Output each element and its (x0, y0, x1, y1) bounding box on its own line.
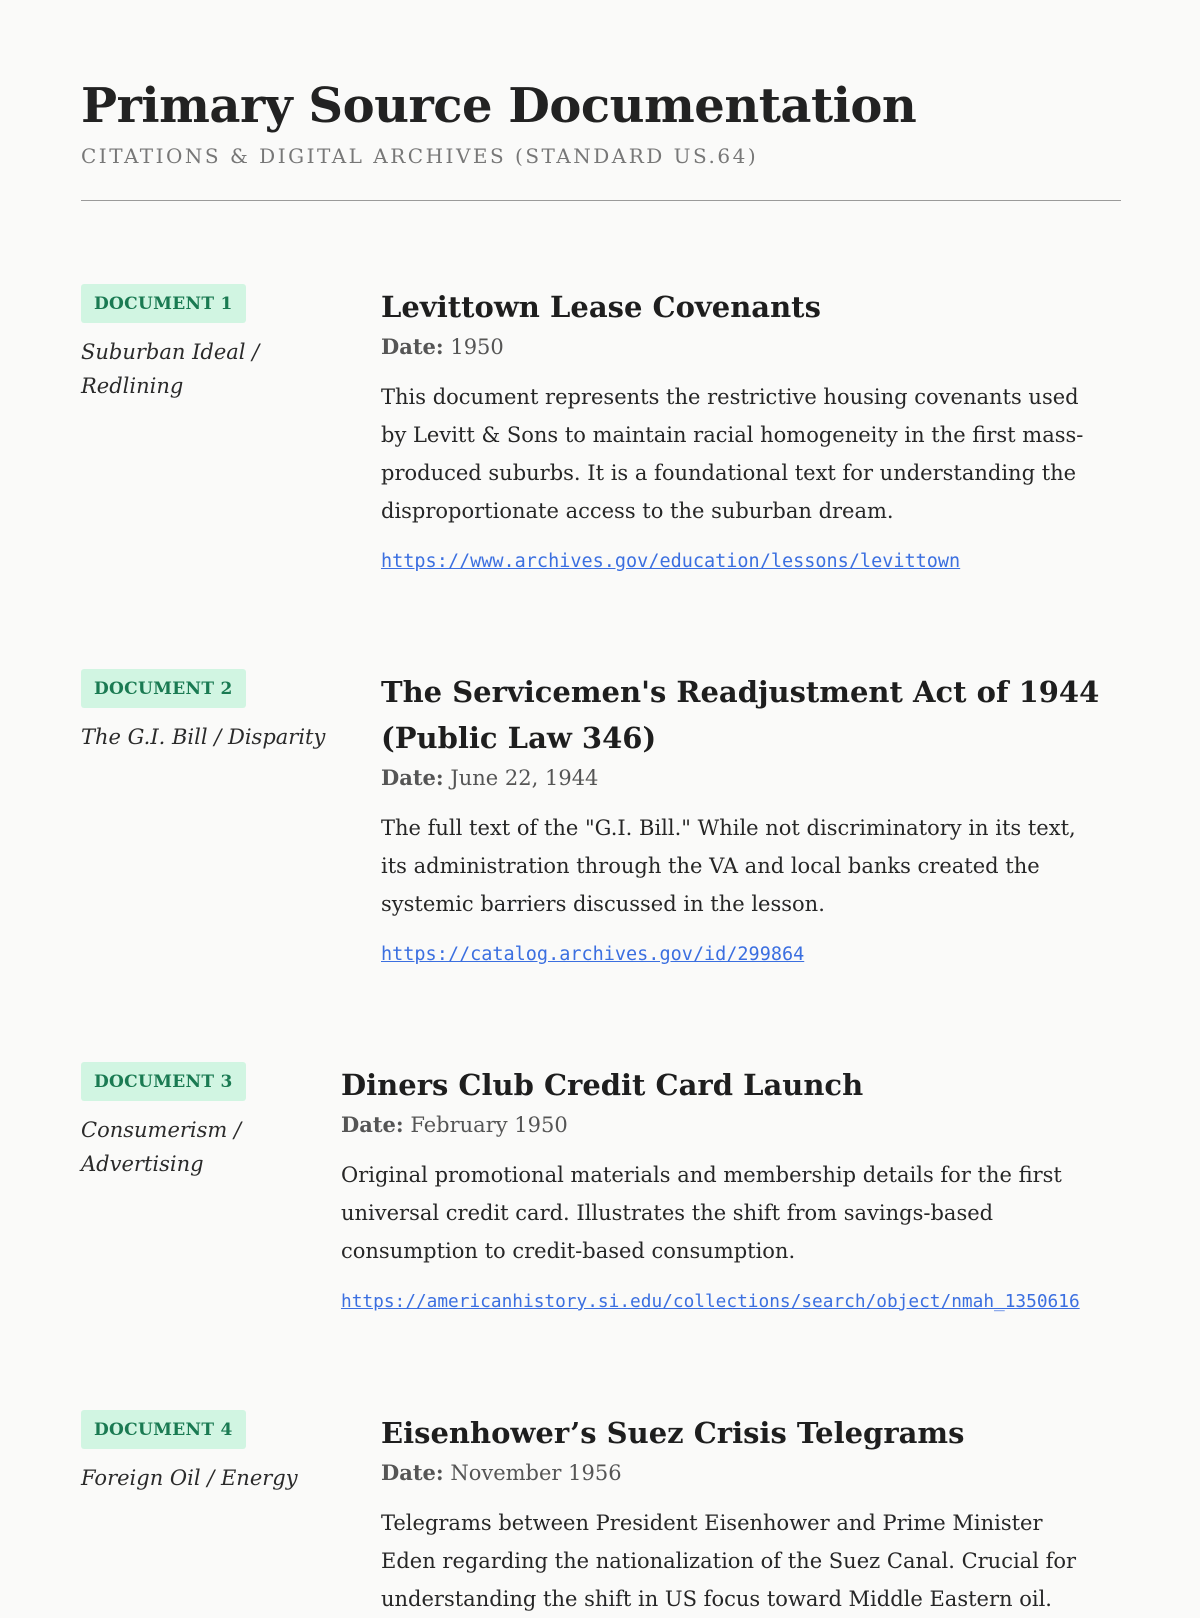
document-label-column (81, 1062, 331, 1181)
document-badge: DOCUMENT 3 (81, 1062, 246, 1101)
document-label-column (81, 669, 331, 754)
document-body (341, 1062, 1111, 1316)
document-badge: DOCUMENT 1 (81, 284, 246, 323)
header-divider (81, 200, 1121, 201)
page-title: Primary Source Documentation (81, 78, 917, 134)
document-description: Original promotional materials and membership details for the first universal credit card. Illustrates the shift from savings-based consumption to credit-based consumption. (341, 1163, 1062, 1263)
document-badge: DOCUMENT 4 (81, 1410, 246, 1449)
document-description: Telegrams between President Eisenhower and Prime Minister Eden regarding the nationalization of the Suez Canal. Crucial for understanding the shift in US focus toward Middle Eastern oil. (381, 1511, 1077, 1611)
document-title: Levittown Lease Covenants (381, 290, 821, 324)
document-badge: DOCUMENT 2 (81, 669, 246, 708)
document-link[interactable]: https://americanhistory.si.edu/collections/search/object/nmah_1350616 (341, 1291, 1080, 1312)
page-subtitle: CITATIONS & DIGITAL ARCHIVES (STANDARD US.64) (81, 144, 759, 168)
date-label: Date: (381, 765, 444, 790)
date-value: February 1950 (410, 1113, 568, 1137)
date-label: Date: (381, 1460, 444, 1485)
document-link[interactable]: https://catalog.archives.gov/id/299864 (381, 944, 805, 965)
document-label-column (81, 1410, 331, 1495)
document-body (381, 669, 1101, 969)
document-title: Diners Club Credit Card Launch (341, 1068, 864, 1102)
document-title: Eisenhower’s Suez Crisis Telegrams (381, 1416, 965, 1450)
document-category: Consumerism / Advertising (81, 1118, 242, 1177)
document-description: The full text of the "G.I. Bill." While not discriminatory in its text, its administration through the VA and local banks created the systemic barriers discussed in the lesson. (381, 816, 1076, 916)
document-date (381, 332, 1101, 362)
document-date (381, 1458, 1101, 1488)
document-body (381, 284, 1101, 576)
document-description: This document represents the restrictive housing covenants used by Levitt & Sons to maintain racial homogeneity in the first mass-produced suburbs. It is a foundational text for understanding the disproportionate access to the suburban dream. (381, 385, 1084, 523)
document-date (341, 1110, 1111, 1140)
date-value: June 22, 1944 (450, 766, 599, 790)
date-value: 1950 (450, 335, 504, 359)
document-body (381, 1410, 1101, 1618)
document-category: Suburban Ideal / Redlining (81, 340, 260, 399)
date-label: Date: (341, 1112, 404, 1137)
date-value: November 1956 (450, 1461, 622, 1485)
date-label: Date: (381, 334, 444, 359)
document-title: The Servicemen's Readjustment Act of 1944 (Public Law 346) (381, 675, 1100, 755)
document-link[interactable]: https://www.archives.gov/education/lessons/levittown (381, 551, 961, 572)
document-date (381, 763, 1101, 793)
document-category: Foreign Oil / Energy (81, 1466, 298, 1491)
document-label-column (81, 284, 331, 403)
document-category: The G.I. Bill / Disparity (81, 725, 326, 750)
